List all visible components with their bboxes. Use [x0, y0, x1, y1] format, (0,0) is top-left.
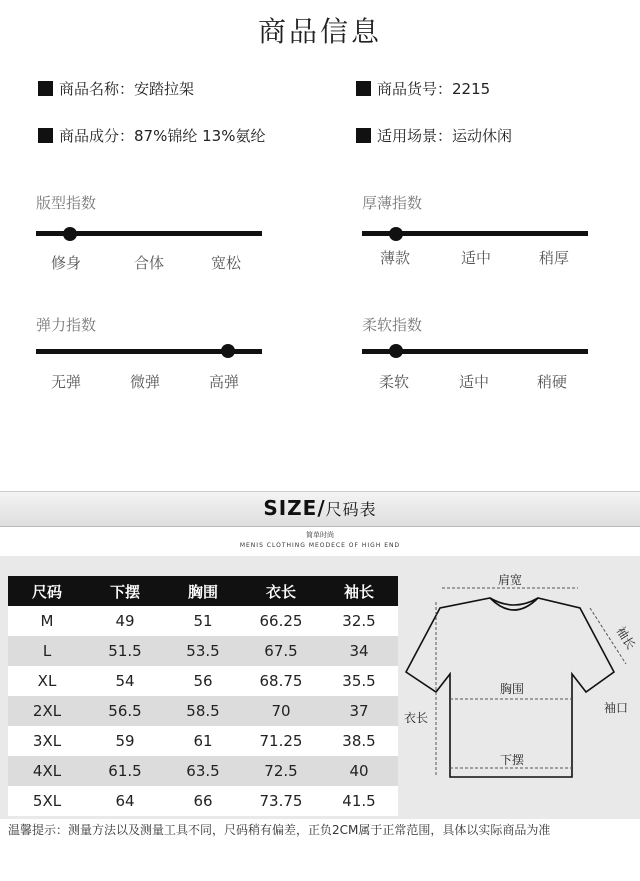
tshirt-collar — [490, 598, 538, 610]
cuff-label: 袖口 — [604, 701, 629, 715]
thickness-option-2: 适中 — [460, 249, 491, 267]
table-cell: 59 — [115, 732, 135, 750]
table-cell: 72.5 — [264, 762, 298, 780]
stretch-index-marker — [221, 344, 235, 358]
table-cell: 58.5 — [186, 702, 220, 720]
fit-option-2: 合体 — [133, 254, 164, 272]
shoulder-label: 肩宽 — [497, 573, 523, 587]
measurement-notice: 温馨提示：测量方法以及测量工具不同，尺码稍有偏差，正负2CM属于正常范围，具体以实际商品为准 — [8, 823, 551, 837]
fit-index-label: 版型指数 — [36, 194, 97, 212]
table-cell: M — [40, 612, 54, 630]
product-sku — [356, 78, 490, 99]
product-scene-text: 适用场景：运动休闲 — [377, 127, 513, 145]
table-row — [8, 726, 398, 756]
table-cell: 64 — [115, 792, 135, 810]
table-cell: 34 — [349, 642, 369, 660]
size-title-cn: 尺码表 — [325, 500, 377, 519]
table-cell: 5XL — [32, 792, 62, 810]
table-cell: L — [42, 642, 52, 660]
product-scene — [356, 125, 512, 146]
table-cell: 40 — [349, 762, 369, 780]
fit-option-3: 宽松 — [210, 254, 241, 272]
softness-index-label: 柔软指数 — [362, 316, 423, 334]
size-chart-title — [0, 496, 640, 520]
table-cell: 66 — [193, 792, 213, 810]
table-cell: 73.75 — [259, 792, 303, 810]
product-material — [38, 125, 265, 146]
table-cell: 56 — [193, 672, 213, 690]
product-name-text: 商品名称：安踏拉架 — [59, 80, 195, 98]
table-cell: 51 — [193, 612, 213, 630]
table-cell: 70 — [271, 702, 291, 720]
header-chest: 胸围 — [187, 582, 218, 601]
table-cell: 61 — [193, 732, 213, 750]
table-cell: 66.25 — [259, 612, 303, 630]
stretch-option-3: 高弹 — [208, 373, 239, 391]
table-row — [8, 786, 398, 816]
thickness-index-marker — [389, 227, 403, 241]
table-cell: 68.75 — [259, 672, 303, 690]
table-row — [8, 636, 398, 666]
product-material-text: 商品成分：87%锦纶 13%氨纶 — [59, 127, 266, 145]
header-size: 尺码 — [31, 582, 62, 601]
thickness-option-3: 稍厚 — [538, 249, 569, 267]
softness-option-3: 稍硬 — [536, 373, 567, 391]
thickness-index — [362, 192, 588, 272]
table-cell: 67.5 — [264, 642, 298, 660]
bullet-square-icon — [38, 128, 53, 143]
table-cell: 51.5 — [108, 642, 142, 660]
table-row — [8, 756, 398, 786]
sleeve-label: 袖长 — [613, 624, 638, 652]
table-cell: 54 — [115, 672, 135, 690]
length-label: 衣长 — [404, 711, 429, 725]
softness-option-2: 适中 — [458, 373, 489, 391]
table-cell: 63.5 — [186, 762, 220, 780]
table-cell: 71.25 — [259, 732, 303, 750]
stretch-index-label: 弹力指数 — [36, 316, 97, 334]
thickness-index-label: 厚薄指数 — [362, 194, 423, 212]
table-cell: 32.5 — [342, 612, 376, 630]
softness-index-marker — [389, 344, 403, 358]
table-cell: 53.5 — [186, 642, 220, 660]
table-cell: 61.5 — [108, 762, 142, 780]
product-name — [38, 78, 194, 99]
softness-index — [362, 314, 588, 394]
brand-slogan-cn: 简单时尚 — [306, 531, 334, 539]
chest-label: 胸围 — [499, 682, 525, 696]
table-row — [8, 696, 398, 726]
bullet-square-icon — [356, 81, 371, 96]
header-length: 衣长 — [265, 582, 296, 601]
table-cell: 49 — [115, 612, 135, 630]
fit-option-1: 修身 — [50, 254, 81, 272]
size-title-en: SIZE/ — [263, 496, 326, 520]
table-cell: 41.5 — [342, 792, 376, 810]
bullet-square-icon — [356, 128, 371, 143]
table-cell: 2XL — [32, 702, 62, 720]
thickness-option-1: 薄款 — [379, 249, 410, 267]
header-sleeve: 袖长 — [343, 582, 374, 601]
stretch-index — [36, 314, 262, 394]
stretch-option-1: 无弹 — [50, 373, 81, 391]
table-cell: XL — [37, 672, 57, 690]
fit-index — [36, 192, 262, 272]
table-cell: 38.5 — [342, 732, 376, 750]
hem-label: 下摆 — [499, 753, 525, 767]
table-cell: 37 — [349, 702, 369, 720]
table-cell: 4XL — [32, 762, 62, 780]
fit-index-marker — [63, 227, 77, 241]
bullet-square-icon — [38, 81, 53, 96]
table-cell: 3XL — [32, 732, 62, 750]
brand-slogan-en: MENIS CLOTHING MEODECE OF HIGH END — [239, 542, 401, 549]
table-cell: 35.5 — [342, 672, 376, 690]
table-cell: 56.5 — [108, 702, 142, 720]
header-hem: 下摆 — [109, 582, 140, 601]
size-table — [8, 576, 398, 816]
page-title: 商品信息 — [257, 15, 382, 48]
table-row — [8, 666, 398, 696]
stretch-option-2: 微弹 — [129, 373, 160, 391]
product-sku-text: 商品货号：2215 — [377, 80, 491, 98]
table-row — [8, 606, 398, 636]
tshirt-measurement-diagram — [402, 572, 638, 794]
table-header-row — [8, 576, 398, 606]
softness-option-1: 柔软 — [378, 373, 409, 391]
